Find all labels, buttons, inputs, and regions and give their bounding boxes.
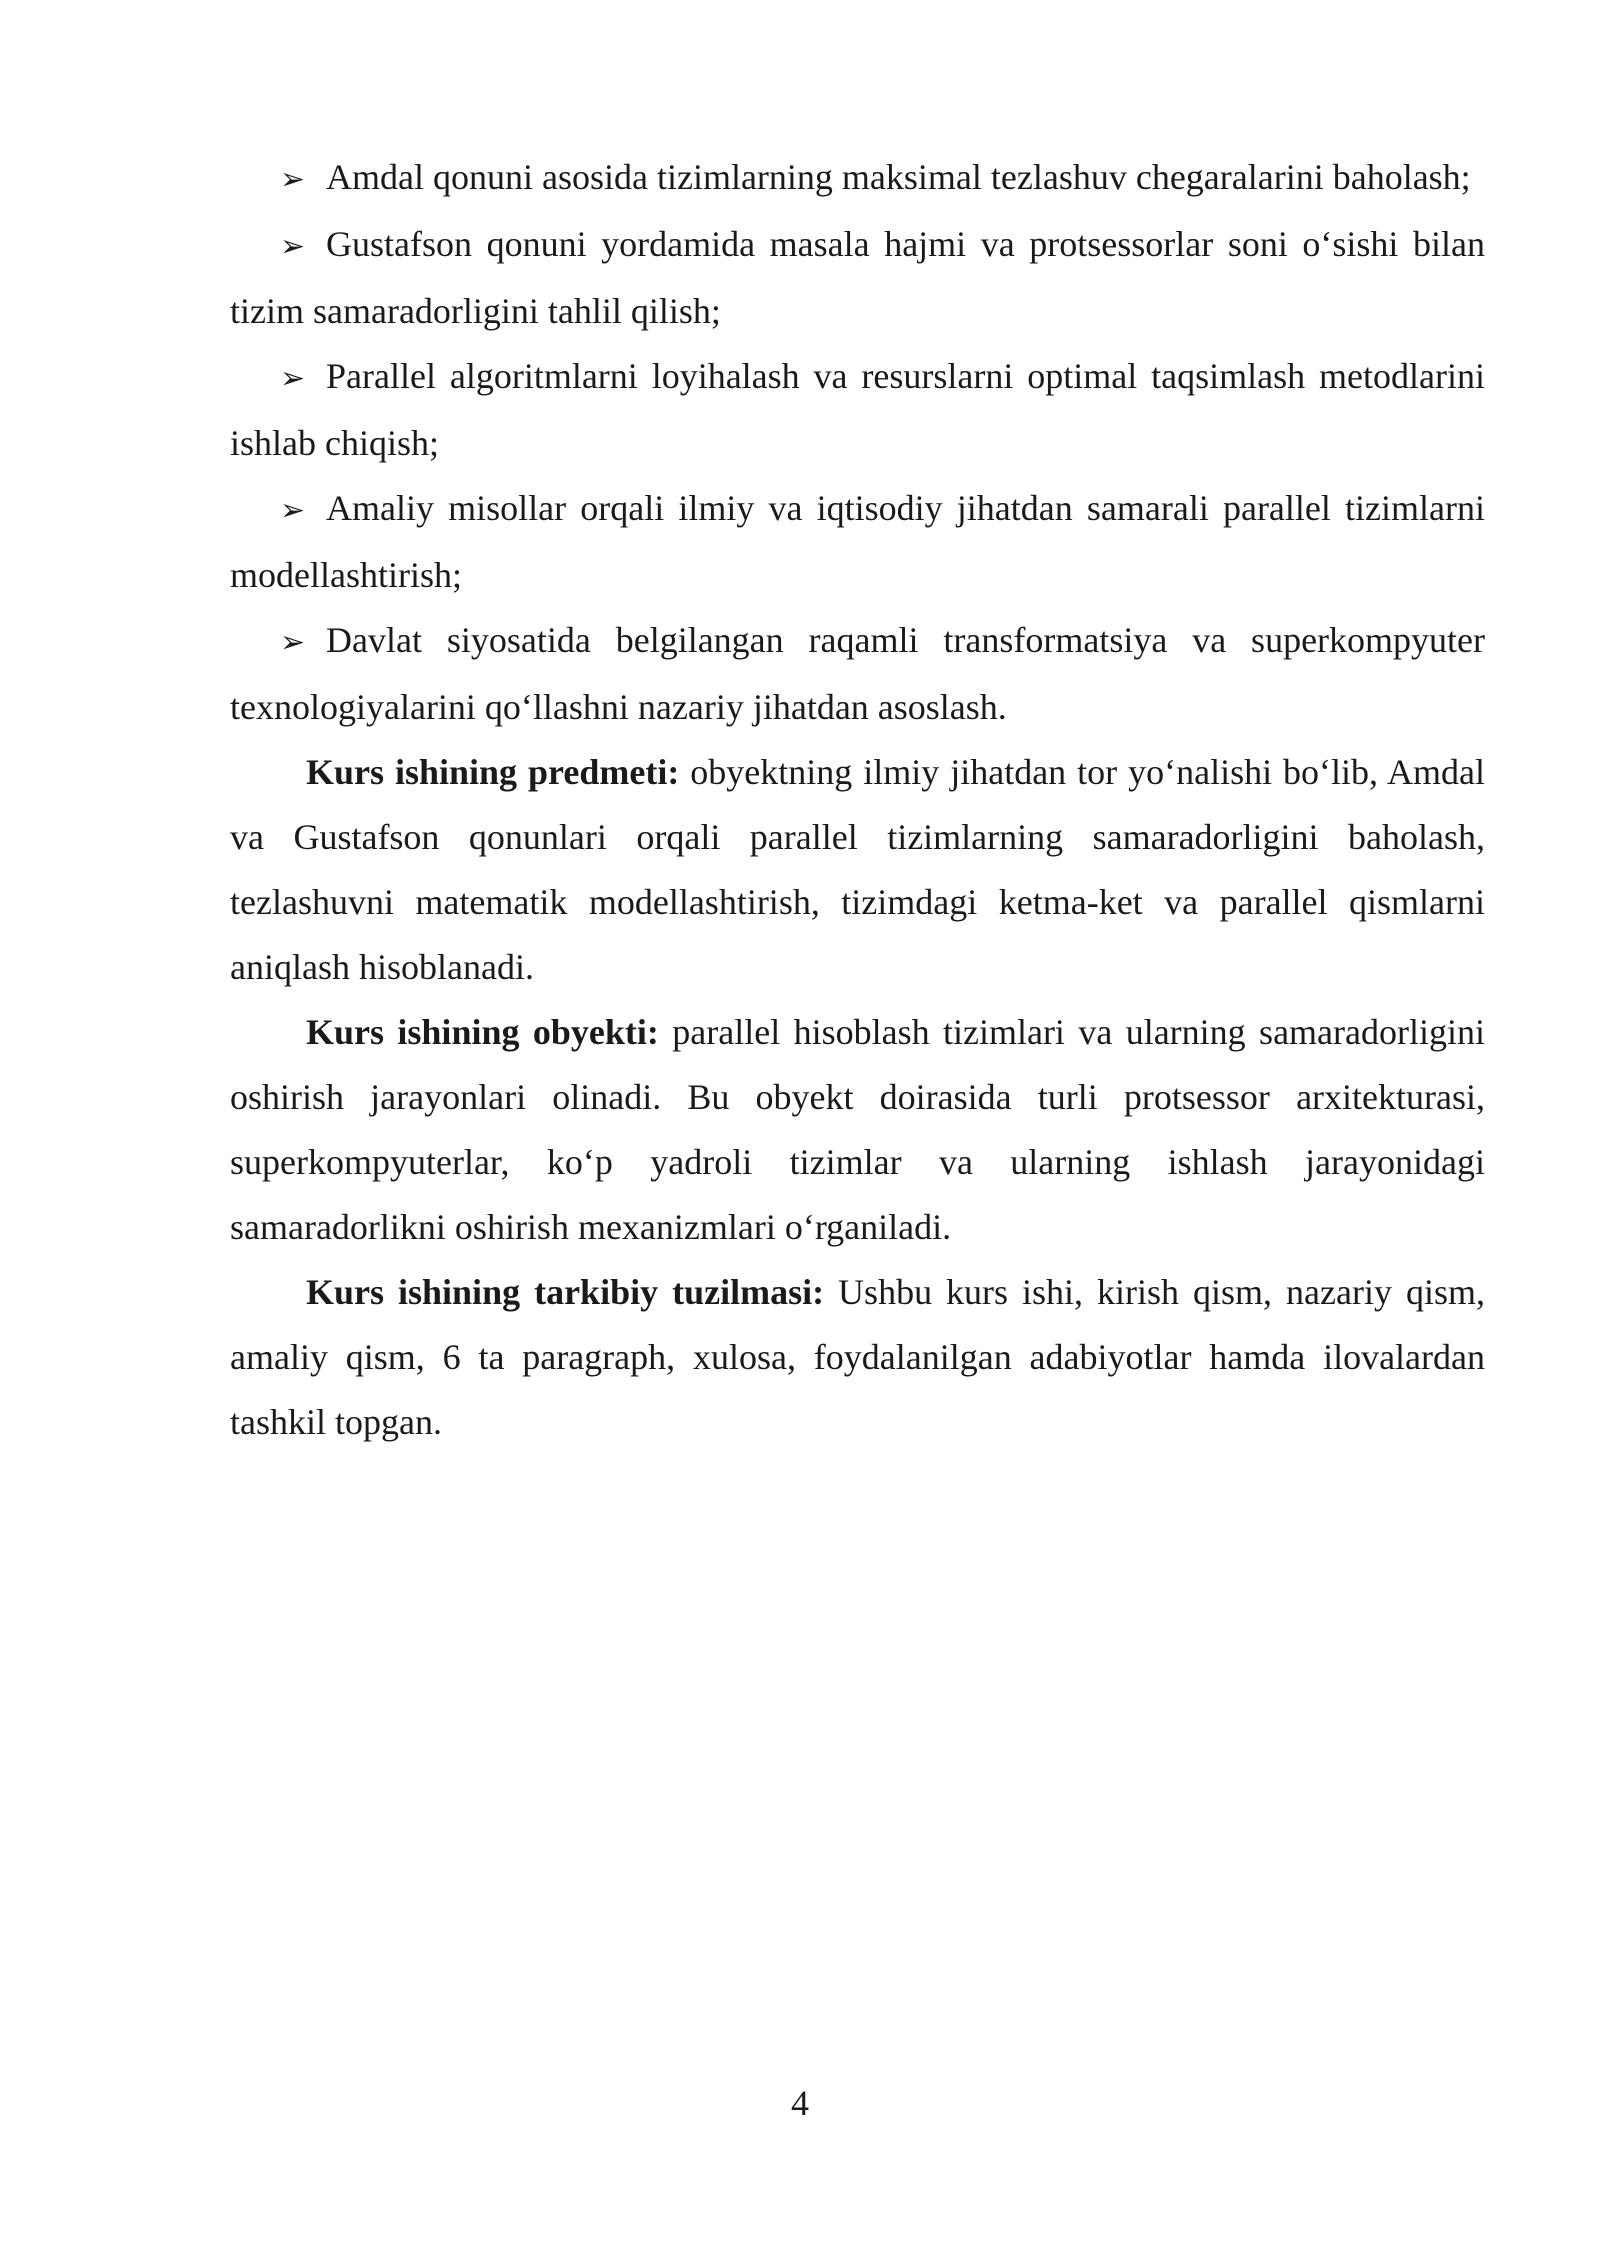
paragraph-label: Kurs ishining tarkibiy tuzilmasi: — [306, 1272, 825, 1312]
paragraph-text: obyektning ilmiy jihatdan tor yo‘nalishi bo‘lib, Amdal va Gustafson qonunlari orqali parallel tizimlarning samaradorligini baholash, tezlashuvni matematik modellashtirish, tizimdagi ketma-ket va parallel qismlarni aniqlash hisoblanadi. — [230, 752, 1485, 987]
paragraph-text: parallel hisoblash tizimlari va ularning samaradorligini oshirish jarayonlari olinadi. Bu obyekt doirasida turli protsessor arxitekturasi, superkompyuterlar, ko‘p yadroli tizimlar va ularning ishlash jarayonidagi samaradorlikni oshirish mexanizmlari o‘rganiladi. — [230, 1012, 1485, 1247]
bullet-item-5 — [230, 608, 1485, 740]
bullet-text: Amdal qonuni asosida tizimlarning maksimal tezlashuv chegaralarini baholash; — [326, 157, 1471, 197]
arrowhead-bullet-icon: ➢ — [280, 162, 306, 197]
bullet-text: Gustafson qonuni yordamida masala hajmi va protsessorlar soni o‘sishi bilan tizim samaradorligini tahlil qilish; — [230, 224, 1485, 331]
paragraph-predmet — [230, 740, 1485, 1000]
page-number: 4 — [791, 2083, 809, 2123]
bullet-item-3 — [230, 344, 1485, 476]
bullet-item-2 — [230, 212, 1485, 344]
arrowhead-bullet-icon: ➢ — [280, 361, 306, 396]
paragraph-label: Kurs ishining obyekti: — [306, 1012, 659, 1052]
paragraph-label: Kurs ishining predmeti: — [306, 752, 680, 792]
paragraph-tuzilma — [230, 1260, 1485, 1455]
arrowhead-bullet-icon: ➢ — [280, 625, 306, 660]
paragraph-text: Ushbu kurs ishi, kirish qism, nazariy qism, amaliy qism, 6 ta paragraph, xulosa, foydalanilgan adabiyotlar hamda ilovalardan tashkil topgan. — [230, 1272, 1485, 1442]
paragraph-obyekt — [230, 1000, 1485, 1260]
arrowhead-bullet-icon: ➢ — [280, 493, 306, 528]
page-body — [230, 145, 1485, 1455]
bullet-text: Parallel algoritmlarni loyihalash va resurslarni optimal taqsimlash metodlarini ishlab chiqish; — [230, 356, 1485, 463]
arrowhead-bullet-icon: ➢ — [280, 229, 306, 264]
bullet-text: Davlat siyosatida belgilangan raqamli transformatsiya va superkompyuter texnologiyalarini qo‘llashni nazariy jihatdan asoslash. — [230, 620, 1485, 727]
bullet-item-1 — [230, 145, 1485, 212]
bullet-text: Amaliy misollar orqali ilmiy va iqtisodiy jihatdan samarali parallel tizimlarni modellashtirish; — [230, 488, 1485, 595]
bullet-item-4 — [230, 476, 1485, 608]
